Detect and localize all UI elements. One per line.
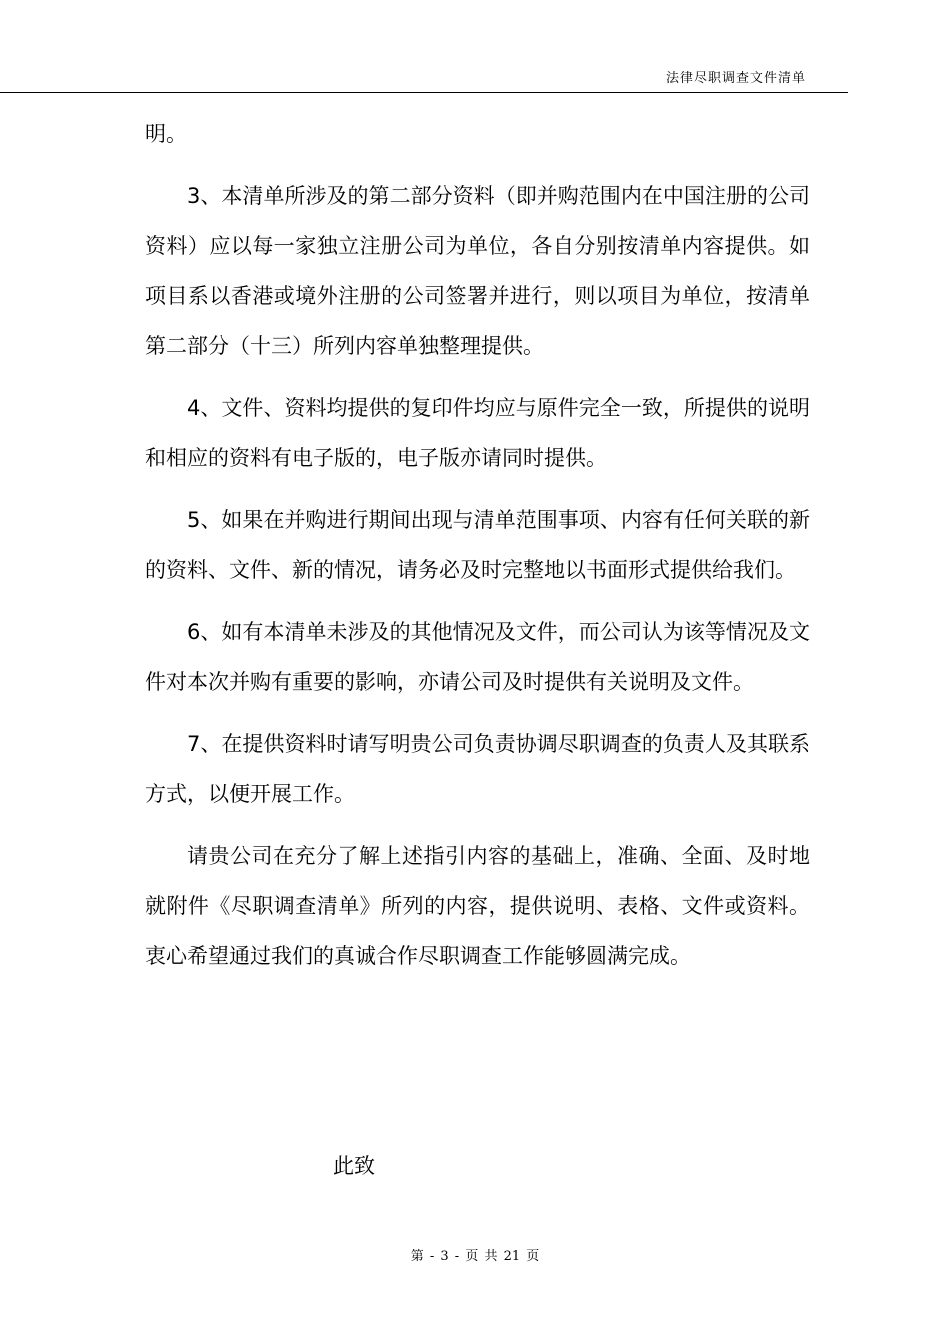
- header-title: 法律尽职调查文件清单: [665, 71, 806, 86]
- closing-salutation: 此致: [333, 1154, 375, 1178]
- paragraph-item-3: 3、本清单所涉及的第二部分资料（即并购范围内在中国注册的公司资料）应以每一家独立注册公司为单位，各自分别按清单内容提供。如项目系以香港或境外注册的公司签署并进行，则以项目为单位，按清单第二部分（十三）所列内容单独整理提供。: [145, 184, 810, 358]
- paragraph-item-4: 4、文件、资料均提供的复印件均应与原件完全一致，所提供的说明和相应的资料有电子版的，电子版亦请同时提供。: [145, 396, 810, 470]
- paragraph-item-6: 6、如有本清单未涉及的其他情况及文件，而公司认为该等情况及文件对本次并购有重要的影响，亦请公司及时提供有关说明及文件。: [145, 620, 810, 694]
- paragraph-item-5: 5、如果在并购进行期间出现与清单范围事项、内容有任何关联的新的资料、文件、新的情况，请务必及时完整地以书面形式提供给我们。: [145, 508, 810, 582]
- document-body: [145, 109, 810, 993]
- page-header: [0, 0, 848, 93]
- paragraph-continuation: 明。: [145, 122, 187, 146]
- paragraph-item-7: 7、在提供资料时请写明贵公司负责协调尽职调查的负责人及其联系方式，以便开展工作。: [145, 732, 810, 806]
- paragraph-request: 请贵公司在充分了解上述指引内容的基础上，准确、全面、及时地就附件《尽职调查清单》所列的内容，提供说明、表格、文件或资料。衷心希望通过我们的真诚合作尽职调查工作能够圆满完成。: [145, 844, 810, 968]
- page-footer: 第 - 3 - 页 共 21 页: [410, 1249, 540, 1264]
